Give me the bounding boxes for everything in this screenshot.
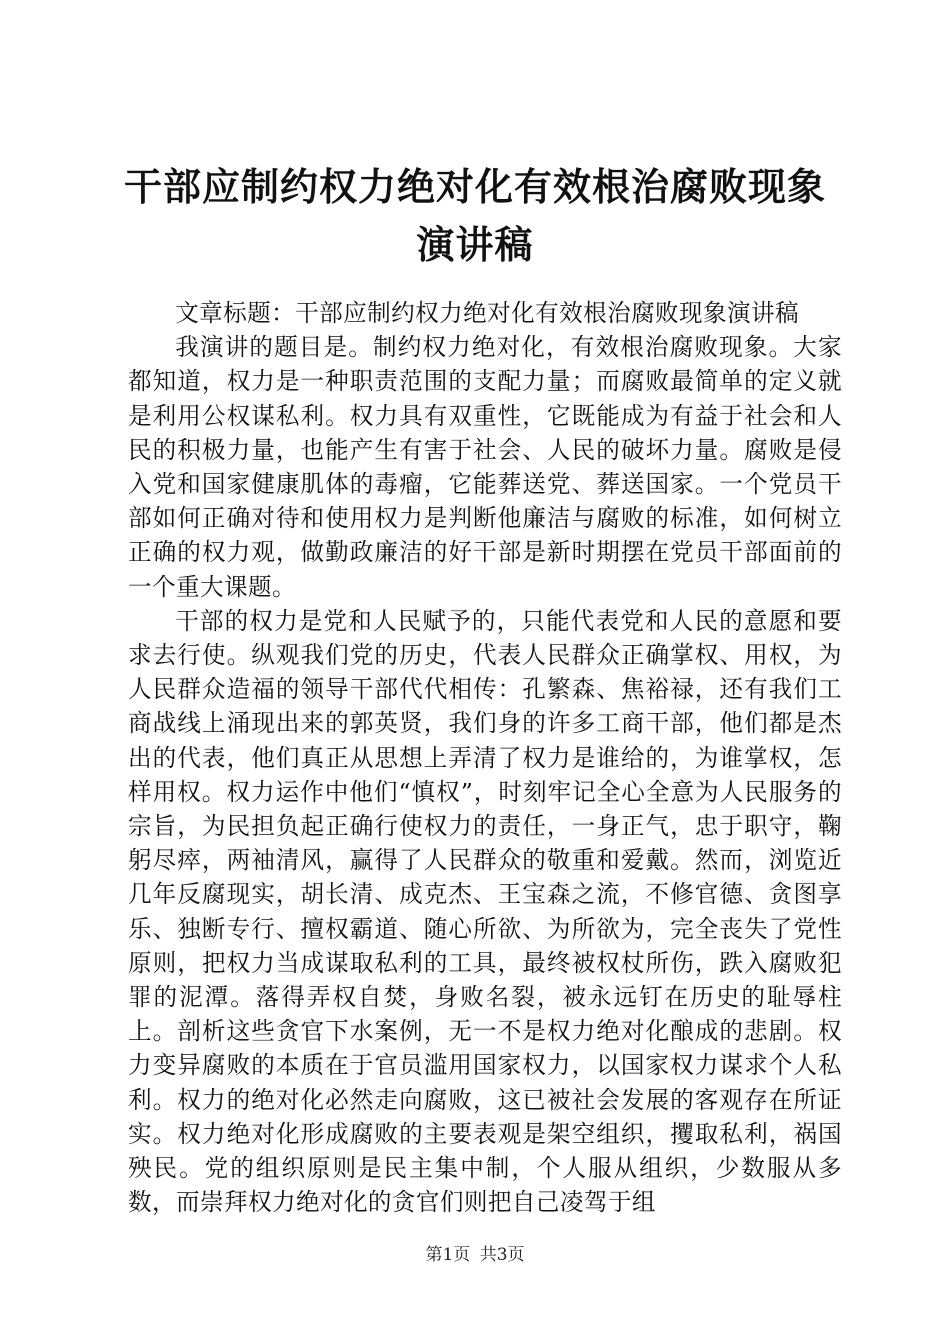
document-title: 干部应制约权力绝对化有效根治腐败现象演讲稿 <box>123 165 826 267</box>
page-total: 共3页 <box>479 1245 525 1265</box>
paragraph-article-title: 文章标题：干部应制约权力绝对化有效根治腐败现象演讲稿 <box>175 299 800 327</box>
page-footer <box>0 1244 950 1266</box>
paragraph-main: 干部的权力是党和人民赋予的，只能代表党和人民的意愿和要求去行使。纵观我们党的历史，代表人民群众正确掌权、用权，为人民群众造福的领导干部代代相传：孔繁森、焦裕禄，还有我们工商战线上涌现出来的郭英贤，我们身的许多工商干部，他们都是杰出的代表，他们真正从思想上弄清了权力是谁给的，为谁掌权，怎样用权。权力运作中他们“慎权”，时刻牢记全心全意为人民服务的宗旨，为民担负起正确行使权力的责任，一身正气，忠于职守，鞠躬尽瘁，两袖清风，赢得了人民群众的敬重和爱戴。然而，浏览近几年反腐现实，胡长清、成克杰、王宝森之流，不修官德、贪图享乐、独断专行、擅权霸道、随心所欲、为所欲为，完全丧失了党性原则，把权力当成谋取私利的工具，最终被权杖所伤，跌入腐败犯罪的泥潭。落得弄权自焚，身败名裂，被永远钉在历史的耻辱柱上。剖析这些贪官下水案例，无一不是权力绝对化酿成的悲剧。权力变异腐败的本质在于官员滥用国家权力，以国家权力谋求个人私利。权力的绝对化必然走向腐败，这已被社会发展的客观存在所证实。权力绝对化形成腐败的主要表观是架空组织，攫取私利，祸国殃民。党的组织原则是民主集中制，个人服从组织，少数服从多数，而崇拜权力绝对化的贪官们则把自己凌驾于组 <box>128 606 842 1217</box>
document-body <box>128 296 842 1219</box>
page-number: 第1页 <box>425 1245 471 1265</box>
paragraph-intro: 我演讲的题目是。制约权力绝对化，有效根治腐败现象。大家都知道，权力是一种职责范围的支配力量；而腐败最简单的定义就是利用公权谋私利。权力具有双重性，它既能成为有益于社会和人民的积极力量，也能产生有害于社会、人民的破坏力量。腐败是侵入党和国家健康肌体的毒瘤，它能葬送党、葬送国家。一个党员干部如何正确对待和使用权力是判断他廉洁与腐败的标准，如何树立正确的权力观，做勤政廉洁的好干部是新时期摆在党员干部面前的一个重大课题。 <box>128 333 842 601</box>
